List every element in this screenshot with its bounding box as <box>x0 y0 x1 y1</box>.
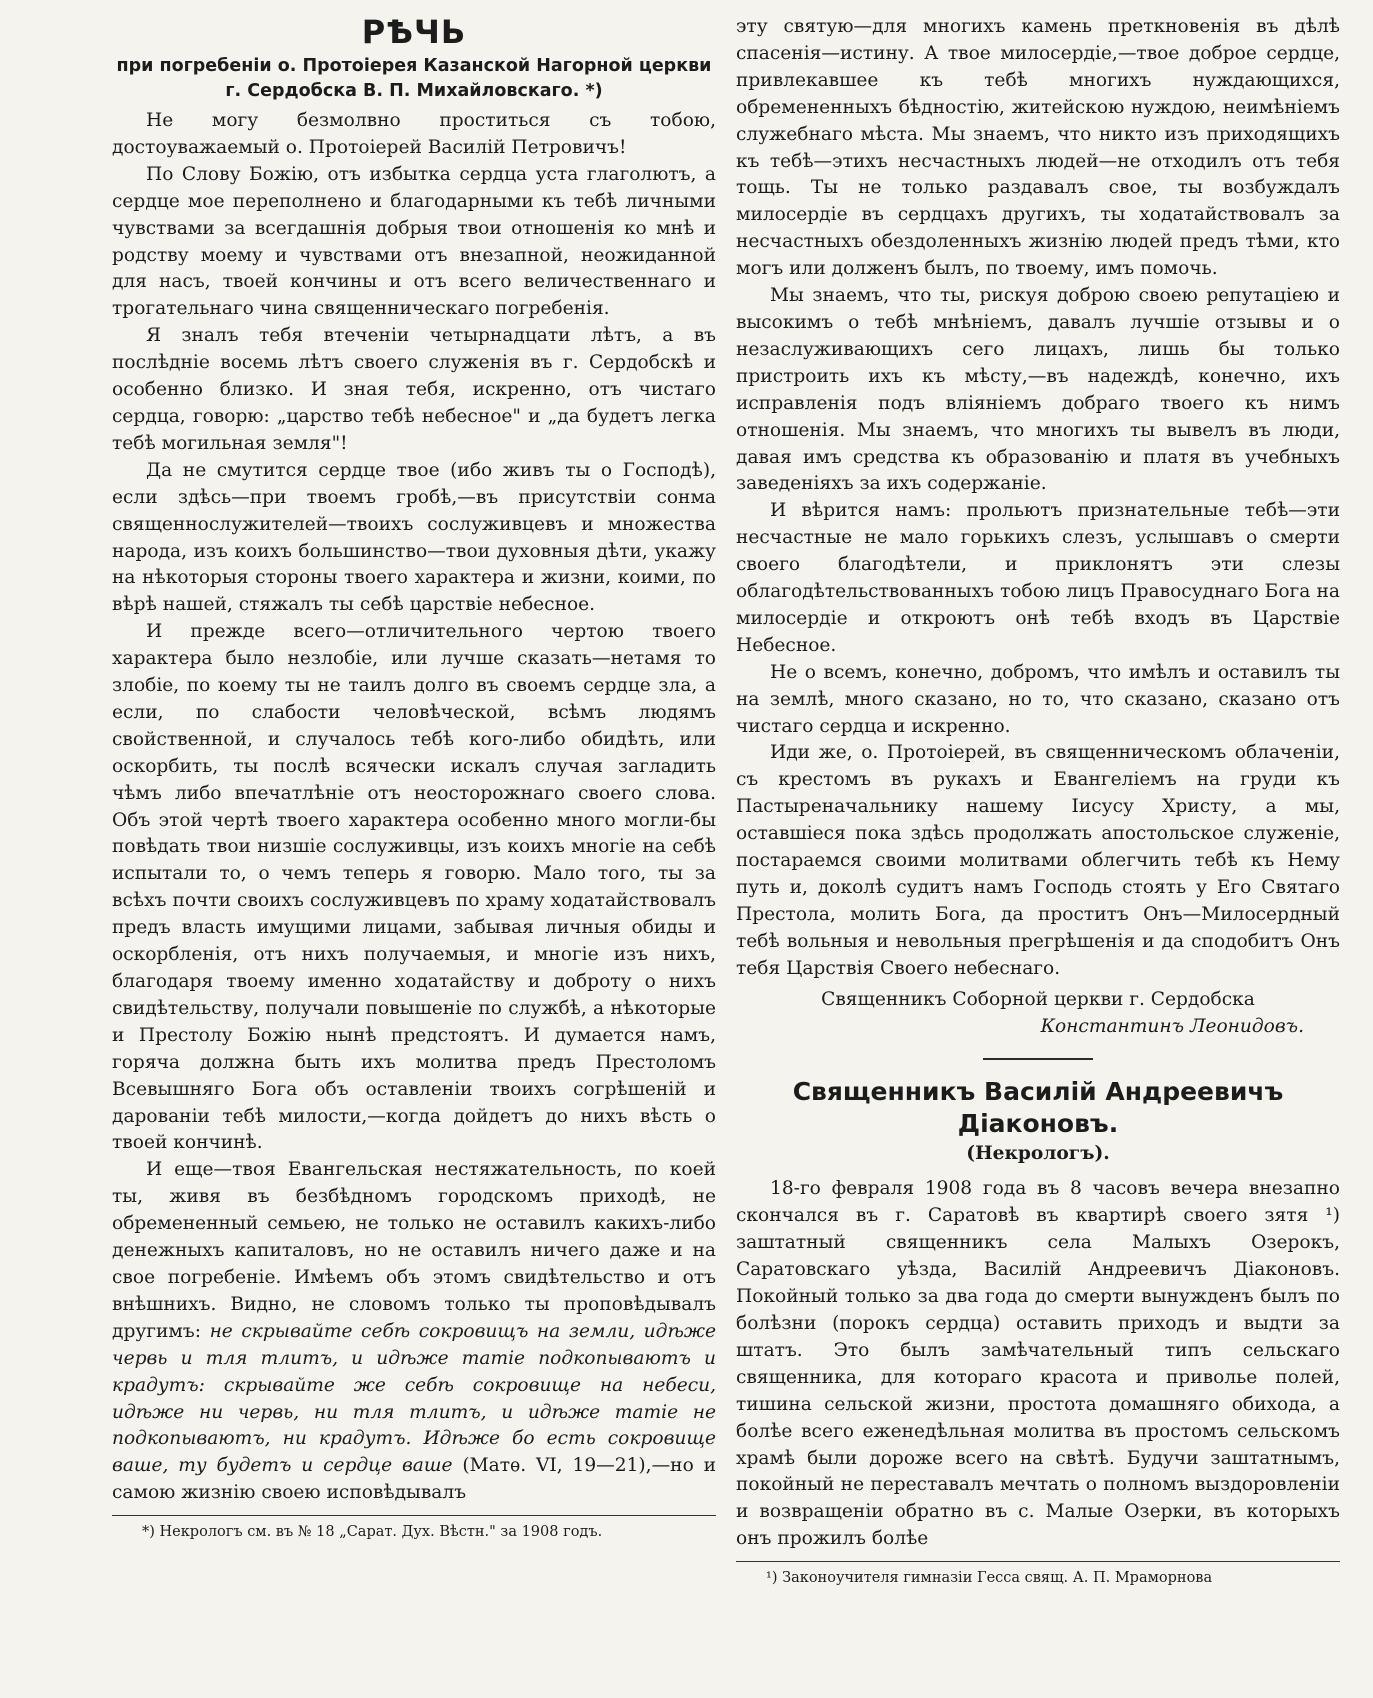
signature-name: Константинъ Леонидовъ. <box>1040 1015 1304 1037</box>
obituary-subtitle: (Некрологъ). <box>966 1143 1110 1165</box>
obituary-paragraph: 18-го февраля 1908 года въ 8 часовъ вечера внезапно скончался въ г. Саратовѣ въ квартирѣ своего зятя ¹) заштатный священникъ села Малыхъ Озерокъ, Саратовскаго уѣзда, Василій Андреевичъ Діаконовъ. Покойный только за два года до смерти вынужденъ былъ по болѣзни (порокъ сердца) оставить приходъ и выдти за штатъ. Это былъ замѣчательный типъ сельскаго священника, для котораго красота и приволье полей, тишина сельской жизни, простота домашняго обихода, а болѣе всего еженедѣльная молитва въ простомъ сельскомъ храмѣ были дороже всего на свѣтѣ. Будучи заштатнымъ, покойный не переставалъ мечтать о полномъ выздоровленіи и возвращеніи обратно въ с. Малые Озерки, въ которыхъ онъ прожилъ болѣе <box>736 1178 1340 1550</box>
paragraph: И вѣрится намъ: прольютъ признательные тебѣ—эти несчастные не мало горькихъ слезъ, услышавъ о смерти своего благодѣтели, и приклонятъ эти слезы облагодѣтельствованныхъ тобою лицъ Правосуднаго Бога на милосердіе и откроютъ онѣ тебѣ входъ въ Царствіе Небесное. <box>736 500 1340 656</box>
obituary-title: Священникъ Василій Андреевичъ Діаконовъ. <box>792 1077 1284 1139</box>
footnote-divider <box>736 1561 1340 1562</box>
paragraph: Я зналъ тебя втеченіи четырнадцати лѣтъ, а въ послѣдніе восемь лѣтъ своего служенія въ г. Сердобскѣ и особенно близко. И зная тебя, искренно, отъ чистаго сердца, говорю: „царство тебѣ небесное" и „да будетъ легка тебѣ могильная земля"! <box>112 325 716 454</box>
gospel-quote: не скрывайте себѣ сокровищъ на земли, идѣже червь и тля тлитъ, и идѣже татіе подкопываютъ и крадутъ: скрывайте же себѣ сокровище на небеси, идѣже ни червь, ни тля тлитъ, и идѣже татіе не подкопываютъ, ни крадутъ. Идѣже бо есть сокровище ваше, ту будетъ и сердце ваше <box>112 1320 716 1477</box>
paragraph: Не о всемъ, конечно, добромъ, что имѣлъ и оставилъ ты на землѣ, много сказано, но то, что сказано, сказано отъ чистаго сердца и искренно. <box>736 661 1340 737</box>
paragraph: Да не смутится сердце твое (ибо живъ ты о Господѣ), если здѣсь—при твоемъ гробѣ,—въ присутствіи сонма священнослужителей—твоихъ сослуживцевъ и множества народа, изъ коихъ большинство—твои духовныя дѣти, укажу на нѣкоторыя стороны твоего характера и жизни, коими, по вѣрѣ нашей, стяжалъ ты себѣ царствіе небесное. <box>112 459 716 616</box>
paragraph-text: И еще—твоя Евангельская нестяжательность, по коей ты, живя въ безбѣдномъ городскомъ приходѣ, не обремененный семьею, не только не оставилъ какихъ-либо денежныхъ капиталовъ, но не оставилъ ничего даже и на свое погребеніе. Имѣемъ объ этомъ свидѣтельство и отъ внѣшнихъ. Видно, не словомъ только ты проповѣдывалъ другимъ: <box>112 1159 716 1342</box>
paragraph-with-quote <box>112 1157 716 1507</box>
paragraph: И прежде всего—отличительного чертою твоего характера было незлобіе, или лучше сказать—нетамя то злобіе, по коему ты не таилъ долго въ своемъ сердце зла, а если, по слабости человѣческой, всѣмъ людямъ свойственной, и случалось тебѣ кого-либо обидѣть, или оскорбить, ты послѣ всячески искалъ случая загладить чѣмъ либо впечатлѣніе отъ неосторожнаго своего слова. Объ этой чертѣ твоего характера особенно много могли-бы повѣдать твои низшіе сослуживцы, изъ коихъ многіе на себѣ испытали то, о чемъ теперь я говорю. Мало того, ты за всѣхъ почти своихъ сослуживцевъ по храму ходатайствовалъ предъ власть имущими лицами, забывая личныя обиды и оскорбленія, отъ нихъ получаемыя, и многіе изъ нихъ, благодаря твоему именно ходатайству и доброту о нихъ свидѣтельству, получали повышеніе по службѣ, а нѣкоторые и Престолу Божію нынѣ предстоятъ. И думается намъ, горяча должна быть ихъ молитва предъ Престоломъ Всевышняго Бога объ оставленіи твоихъ согрѣшеній и дарованіи тебѣ милости,—когда дойдетъ до нихъ вѣсть о твоей кончинѣ. <box>112 621 716 1154</box>
paragraph: эту святую—для многихъ камень преткновенія въ дѣлѣ спасенія—истину. А твое милосердіе,—твое доброе сердце, привлекавшее къ тебѣ многихъ нуждающихся, обремененныхъ бѣдностію, житейскою нуждою, неимѣніемъ служебнаго мѣста. Мы знаемъ, что никто изъ приходящихъ къ тебѣ—этихъ несчастныхъ людей—не отходилъ отъ тебя тощь. Ты не только раздавалъ свое, ты возбуждалъ милосердіе въ сердцахъ другихъ, ты ходатайствовалъ за несчастныхъ обездоленныхъ жизнію людей предъ тѣми, кто могъ или долженъ былъ, по твоему, имъ помочь. <box>736 16 1340 280</box>
section-divider <box>983 1058 1093 1060</box>
speech-subtitle: при погребеніи о. Протоіерея Казанской Нагорной церкви г. Сердобска В. П. Михайловскаго. *) <box>116 56 712 101</box>
left-column <box>112 14 716 1542</box>
right-column <box>736 14 1340 1588</box>
quote-reference: (Матѳ. VI, 19—21),—но и самою жизнію своею исповѣдывалъ <box>112 1455 716 1504</box>
footnote: ¹) Законоучителя гимназіи Гесса свящ. А. П. Мраморнова <box>766 1570 1213 1587</box>
paragraph: Не могу безмолвно проститься съ тобою, достоуважаемый о. Протоіерей Василій Петровичъ! <box>112 110 716 158</box>
paragraph: По Слову Божію, отъ избытка сердца уста глаголютъ, а сердце мое переполнено и благодарными къ тебѣ личными чувствами за всегдашнія добрыя твои отношенія ко мнѣ и родству моему и чувствами отъ внезапной, неожиданной для насъ, твоей кончины и отъ всего величественнаго и трогательнаго чина священническаго погребенія. <box>112 163 716 320</box>
paragraph: Иди же, о. Протоіерей, въ священническомъ облаченіи, съ крестомъ въ рукахъ и Евангеліемъ на груди къ Пастыреначальнику нашему Іисусу Христу, а мы, оставшіеся пока здѣсь продолжать апостольское служеніе, постараемся своими молитвами облегчить тебѣ къ Нему путь и, доколѣ судитъ намъ Господь стоять у Его Святаго Престола, молить Бога, да проститъ Онъ—Милосердный тебѣ вольныя и невольныя прегрѣшенія и да сподобитъ Онъ тебя Царствія Своего небеснаго. <box>736 742 1340 979</box>
speech-title: РѢЧЬ <box>361 13 467 51</box>
footnote: *) Некрологъ см. въ № 18 „Сарат. Дух. Вѣстн." за 1908 годъ. <box>142 1524 603 1541</box>
footnote-divider <box>112 1515 716 1516</box>
signature-line: Священникъ Соборной церкви г. Сердобска <box>821 988 1255 1010</box>
paragraph: Мы знаемъ, что ты, рискуя доброю своею репутаціею и высокимъ о тебѣ мнѣніемъ, давалъ лучшіе отзывы и о незаслуживающихъ сего лицахъ, лишь бы только пристроить ихъ къ мѣсту,—въ надеждѣ, конечно, ихъ исправленія подъ вліяніемъ добраго твоего къ нимъ отношенія. Мы знаемъ, что многихъ ты вывелъ въ люди, давая имъ средства къ образованію и платя въ учебныхъ заведеніяхъ за ихъ содержаніе. <box>736 285 1340 495</box>
bleed-through-left-margin <box>0 10 60 1690</box>
